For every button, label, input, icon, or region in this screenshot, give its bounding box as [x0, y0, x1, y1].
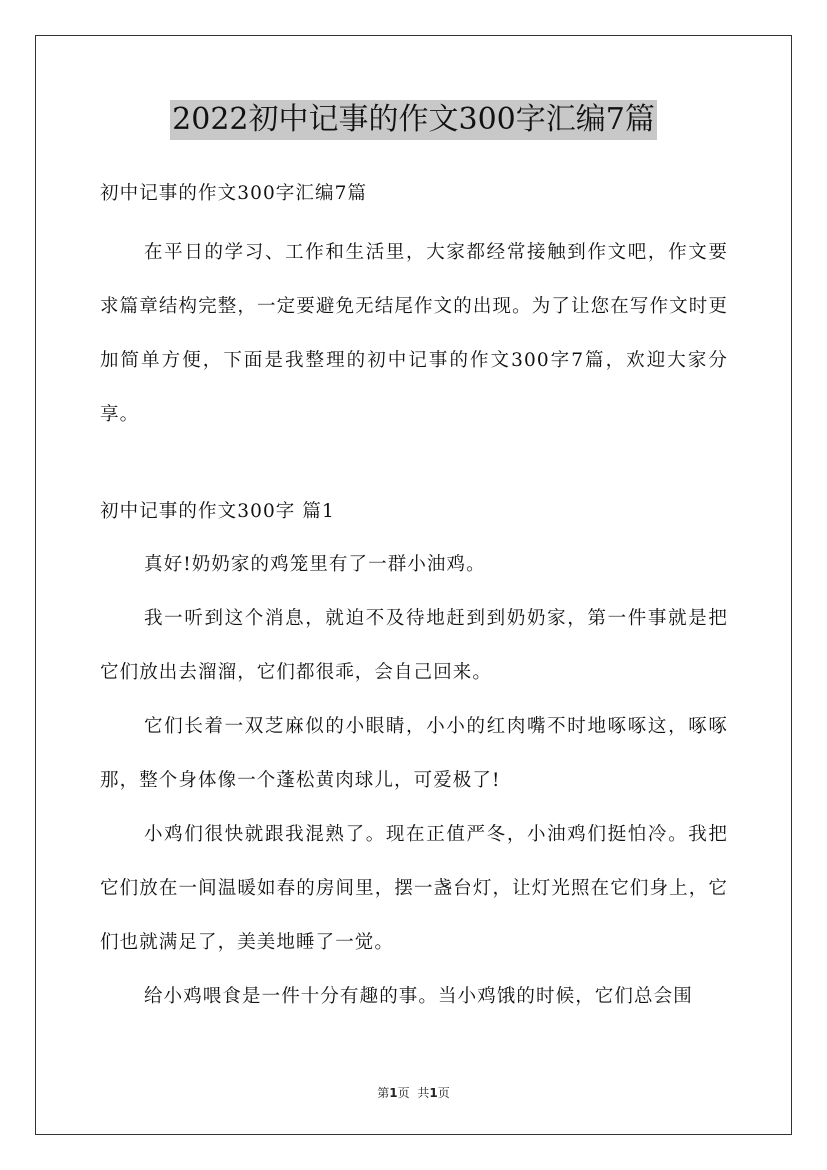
document-body: [100, 176, 728, 1024]
footer-page-number: 1: [389, 1086, 398, 1100]
footer-total-prefix: 共: [417, 1086, 430, 1100]
title-container: [0, 100, 827, 140]
body-paragraph: 给小鸡喂食是一件十分有趣的事。当小鸡饿的时候，它们总会围: [144, 986, 693, 1007]
section-heading: 初中记事的作文300字 篇1: [100, 501, 335, 522]
body-paragraph: 我一听到这个消息，就迫不及待地赶到到奶奶家，第一件事就是把它们放出去溜溜，它们都很乖，会自己回来。: [100, 608, 728, 683]
footer-total-suffix: 页: [437, 1086, 450, 1100]
body-paragraph: 真好!奶奶家的鸡笼里有了一群小油鸡。: [144, 554, 486, 575]
footer-page-suffix: 页: [397, 1086, 410, 1100]
section-gap: [100, 442, 728, 488]
document-subtitle: 初中记事的作文300字汇编7篇: [100, 183, 368, 204]
footer-total-pages: 1: [429, 1086, 438, 1100]
intro-paragraph: 在平日的学习、工作和生活里，大家都经常接触到作文吧，作文要求篇章结构完整，一定要避免无结尾作文的出现。为了让您在写作文时更加简单方便，下面是我整理的初中记事的作文300字7篇，欢迎大家分享。: [100, 242, 728, 425]
page-footer: [0, 1084, 827, 1101]
document-title: 2022初中记事的作文300字汇编7篇: [170, 100, 657, 140]
footer-prefix: 第: [377, 1086, 390, 1100]
body-paragraph: 小鸡们很快就跟我混熟了。现在正值严冬，小油鸡们挺怕冷。我把它们放在一间温暖如春的房间里，摆一盏台灯，让灯光照在它们身上，它们也就满足了，美美地睡了一觉。: [100, 824, 728, 953]
body-paragraph: 它们长着一双芝麻似的小眼睛，小小的红肉嘴不时地啄啄这，啄啄那，整个身体像一个蓬松黄肉球儿，可爱极了!: [100, 716, 728, 791]
